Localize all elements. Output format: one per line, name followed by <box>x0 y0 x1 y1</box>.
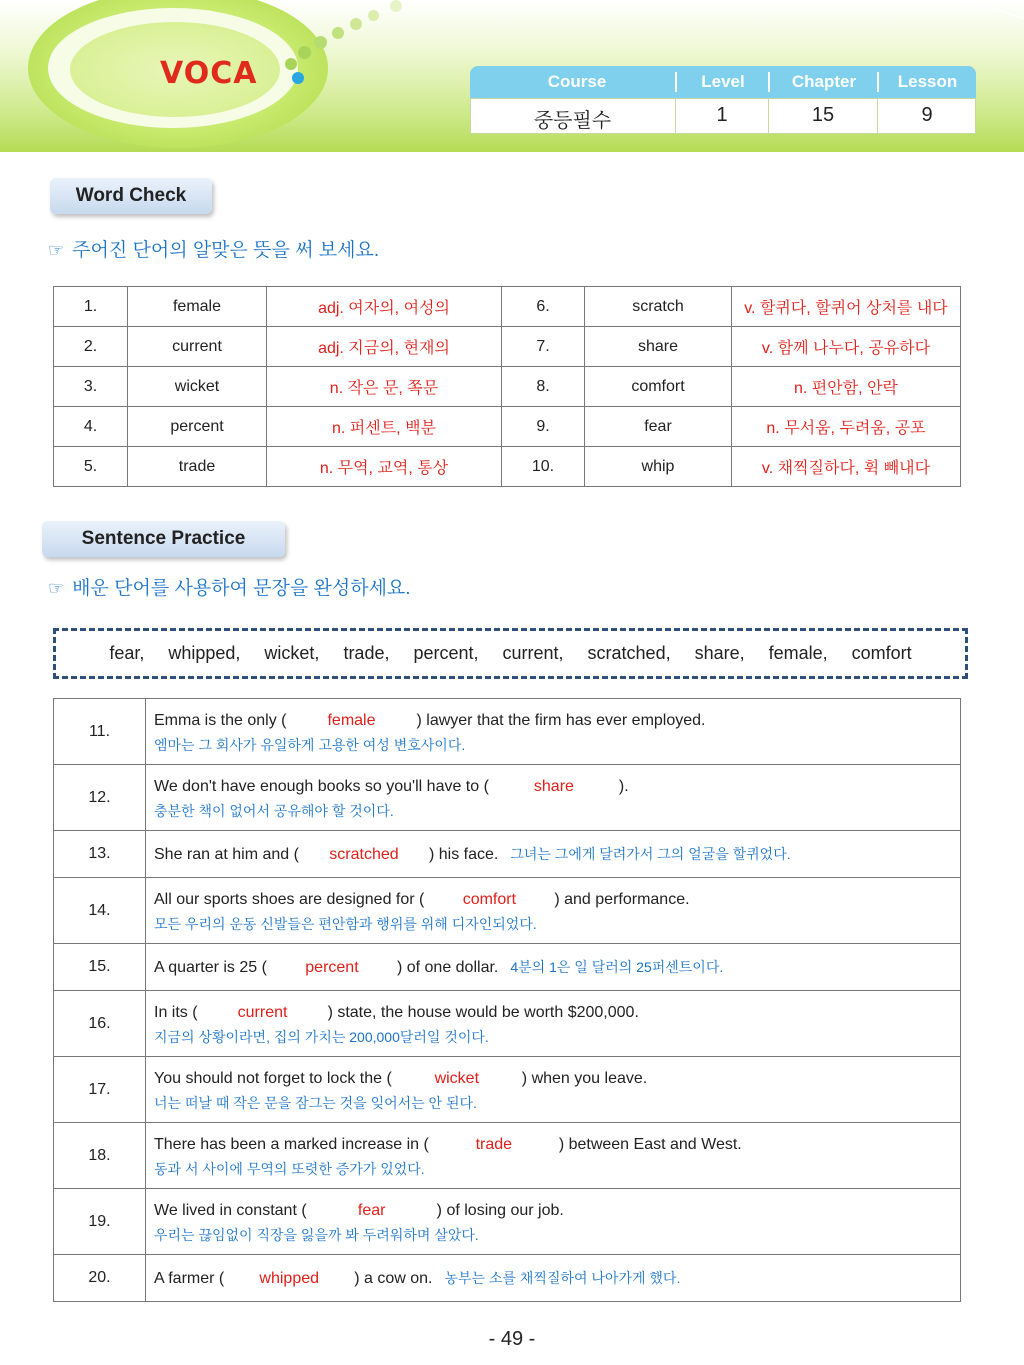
sentence-number: 17. <box>54 1057 146 1123</box>
lesson-header-label: Lesson <box>897 72 958 91</box>
pointing-hand-icon: ☞ <box>48 578 65 598</box>
sentence-cell <box>146 765 961 831</box>
word-english: trade <box>128 447 267 487</box>
sentence-suffix: ) his face. <box>428 845 499 863</box>
sentence-translation: 충분한 책이 없어서 공유해야 할 것이다. <box>154 802 394 819</box>
sentence-number: 12. <box>54 765 146 831</box>
sentence-answer: female <box>327 711 376 729</box>
sentence-translation: 지금의 상황이라면, 집의 가치는 200,000달러일 것이다. <box>154 1028 489 1045</box>
sentence-prefix: She ran at him and ( <box>154 845 299 863</box>
sentence-answer: fear <box>357 1201 386 1219</box>
sentence-practice-instruction-text: 배운 단어를 사용하여 문장을 완성하세요. <box>72 578 411 599</box>
word-check-label: Word Check <box>50 178 212 214</box>
chapter-value: 15 <box>811 104 835 126</box>
word-check-table <box>53 286 961 487</box>
word-number: 6. <box>502 287 585 327</box>
sentence-suffix: ) and performance. <box>554 890 690 908</box>
word-bank <box>53 628 968 679</box>
decorative-dot <box>332 27 344 39</box>
level-value: 1 <box>716 104 728 126</box>
sentence-english <box>154 1000 960 1026</box>
word-number: 8. <box>502 367 585 407</box>
sentence-suffix: ) between East and West. <box>558 1135 742 1153</box>
sentence-english <box>154 774 960 800</box>
sentence-row <box>54 944 961 991</box>
sentence-suffix: ) of one dollar. <box>396 958 499 976</box>
word-english: whip <box>585 447 732 487</box>
sentence-number: 16. <box>54 991 146 1057</box>
sentence-cell <box>146 878 961 944</box>
sentence-cell <box>146 1123 961 1189</box>
word-meaning: n. 퍼센트, 백분 <box>267 407 502 447</box>
sentence-answer: trade <box>475 1135 513 1153</box>
sentence-suffix: ) of losing our job. <box>436 1201 564 1219</box>
decorative-dot <box>314 36 327 49</box>
sentence-cell <box>146 831 961 878</box>
sentence-cell <box>146 991 961 1057</box>
sentence-prefix: All our sports shoes are designed for ( <box>154 890 425 908</box>
word-meaning: v. 채찍질하다, 휙 빼내다 <box>732 447 961 487</box>
word-row <box>54 447 961 487</box>
word-english: wicket <box>128 367 267 407</box>
sentence-row <box>54 878 961 944</box>
word-meaning: n. 무역, 교역, 통상 <box>267 447 502 487</box>
sentence-row <box>54 991 961 1057</box>
sentence-row <box>54 765 961 831</box>
word-number: 7. <box>502 327 585 367</box>
sentence-english <box>154 1198 960 1224</box>
sentence-english <box>154 1265 960 1292</box>
sentence-practice-label: Sentence Practice <box>42 521 285 557</box>
sentence-suffix: ) state, the house would be worth $200,000. <box>327 1003 639 1021</box>
sentence-translation: 모든 우리의 운동 신발들은 편안함과 행위를 위해 디자인되었다. <box>154 915 537 932</box>
sentence-answer: percent <box>305 958 359 976</box>
word-english: comfort <box>585 367 732 407</box>
sentence-translation: 우리는 끊임없이 직장을 잃을까 봐 두려워하며 살았다. <box>154 1226 479 1243</box>
word-row <box>54 367 961 407</box>
sentence-number: 20. <box>54 1255 146 1302</box>
decorative-dot <box>368 10 379 21</box>
sentence-english <box>154 887 960 913</box>
word-check-instruction <box>48 235 379 262</box>
sentence-translation: 너는 떠날 때 작은 문을 잠그는 것을 잊어서는 안 된다. <box>154 1094 477 1111</box>
sentence-english <box>154 954 960 981</box>
sentence-translation: 그녀는 그에게 달려가서 그의 얼굴을 할퀴었다. <box>510 845 791 862</box>
word-bank-text: fear, whipped, wicket, trade, percent, current, scratched, share, female, comfort <box>109 643 912 663</box>
sentence-translation: 농부는 소를 채찍질하여 나아가게 했다. <box>444 1269 681 1286</box>
word-row <box>54 287 961 327</box>
sentence-number: 18. <box>54 1123 146 1189</box>
decorative-dot <box>285 58 297 70</box>
sentence-practice-instruction <box>48 573 411 600</box>
sentence-prefix: A quarter is 25 ( <box>154 958 267 976</box>
word-row <box>54 327 961 367</box>
sentence-cell <box>146 1189 961 1255</box>
lesson-value: 9 <box>921 104 933 126</box>
sentence-prefix: There has been a marked increase in ( <box>154 1135 429 1153</box>
course-value: 중등필수 <box>533 110 612 132</box>
sentence-answer: scratched <box>329 845 399 863</box>
sentence-translation: 엠마는 그 회사가 유일하게 고용한 여성 변호사이다. <box>154 736 466 753</box>
word-number: 3. <box>54 367 128 407</box>
word-meaning: n. 작은 문, 쪽문 <box>267 367 502 407</box>
word-number: 9. <box>502 407 585 447</box>
sentence-answer: comfort <box>462 890 517 908</box>
sentence-english <box>154 1132 960 1158</box>
chapter-header-label: Chapter <box>791 72 857 91</box>
sentence-row <box>54 1057 961 1123</box>
word-meaning: adj. 여자의, 여성의 <box>267 287 502 327</box>
pointing-hand-icon: ☞ <box>48 240 65 260</box>
decorative-dot <box>350 18 362 30</box>
word-meaning: v. 할퀴다, 할퀴어 상처를 내다 <box>732 287 961 327</box>
sentence-cell <box>146 1057 961 1123</box>
sentence-row <box>54 831 961 878</box>
sentence-suffix: ) when you leave. <box>521 1069 648 1087</box>
sentence-english <box>154 841 960 868</box>
word-english: fear <box>585 407 732 447</box>
sentence-row <box>54 1123 961 1189</box>
sentence-number: 15. <box>54 944 146 991</box>
sentence-translation: 4분의 1은 일 달러의 25퍼센트이다. <box>510 958 724 975</box>
sentence-prefix: We don't have enough books so you'll have to ( <box>154 777 489 795</box>
course-header-label: Course <box>547 72 607 91</box>
word-number: 5. <box>54 447 128 487</box>
sentence-translation: 동과 서 사이에 무역의 또렷한 증가가 있었다. <box>154 1160 425 1177</box>
decorative-dot <box>390 0 402 12</box>
page-number: - 49 - <box>488 1328 536 1350</box>
sentence-number: 14. <box>54 878 146 944</box>
sentence-prefix: Emma is the only ( <box>154 711 287 729</box>
sentence-prefix: You should not forget to lock the ( <box>154 1069 392 1087</box>
sentence-answer: current <box>237 1003 288 1021</box>
word-number: 4. <box>54 407 128 447</box>
word-meaning: n. 편안함, 안락 <box>732 367 961 407</box>
word-number: 2. <box>54 327 128 367</box>
sentence-practice-table <box>53 698 961 1302</box>
word-english: female <box>128 287 267 327</box>
sentence-answer: whipped <box>259 1269 320 1287</box>
decorative-dot <box>292 72 304 84</box>
sentence-row <box>54 1255 961 1302</box>
word-meaning: v. 함께 나누다, 공유하다 <box>732 327 961 367</box>
sentence-row <box>54 1189 961 1255</box>
word-english: scratch <box>585 287 732 327</box>
sentence-suffix: ) a cow on. <box>354 1269 433 1287</box>
sentence-prefix: We lived in constant ( <box>154 1201 307 1219</box>
word-number: 10. <box>502 447 585 487</box>
sentence-answer: share <box>533 777 574 795</box>
sentence-cell <box>146 1255 961 1302</box>
sentence-answer: wicket <box>434 1069 480 1087</box>
word-english: share <box>585 327 732 367</box>
sentence-prefix: A farmer ( <box>154 1269 225 1287</box>
sentence-row <box>54 699 961 765</box>
sentence-cell <box>146 944 961 991</box>
level-header-label: Level <box>701 72 745 91</box>
word-check-instruction-text: 주어진 단어의 알맞은 뜻을 써 보세요. <box>72 240 380 261</box>
word-english: percent <box>128 407 267 447</box>
sentence-number: 19. <box>54 1189 146 1255</box>
sentence-english <box>154 1066 960 1092</box>
word-number: 1. <box>54 287 128 327</box>
sentence-number: 13. <box>54 831 146 878</box>
word-row <box>54 407 961 447</box>
sentence-cell <box>146 699 961 765</box>
sentence-suffix: ) lawyer that the firm has ever employed. <box>416 711 706 729</box>
word-meaning: n. 무서움, 두려움, 공포 <box>732 407 961 447</box>
sentence-number: 11. <box>54 699 146 765</box>
word-english: current <box>128 327 267 367</box>
word-meaning: adj. 지금의, 현재의 <box>267 327 502 367</box>
voca-logo: VOCA <box>160 56 258 91</box>
decorative-dot <box>298 46 311 59</box>
sentence-suffix: ). <box>618 777 629 795</box>
sentence-english <box>154 708 960 734</box>
sentence-prefix: In its ( <box>154 1003 198 1021</box>
